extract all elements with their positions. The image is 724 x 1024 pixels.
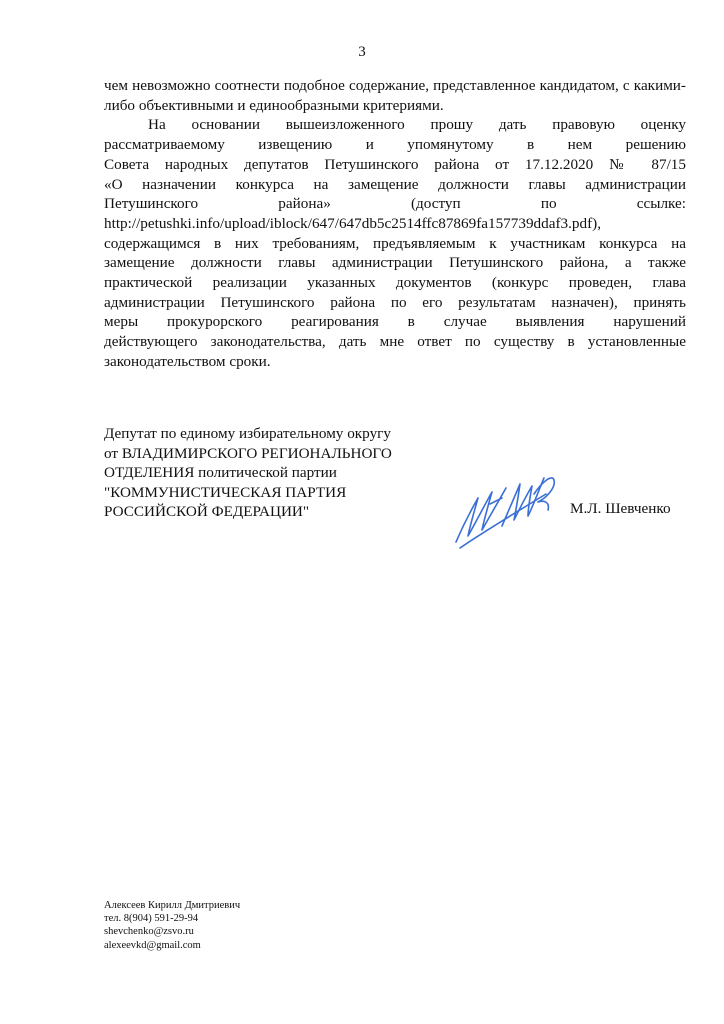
signatory-title-line-3: ОТДЕЛЕНИЯ политической партии: [104, 464, 337, 481]
signatory-title-line-4: "КОММУНИСТИЧЕСКАЯ ПАРТИЯ: [104, 483, 347, 501]
signatory-title-line-5: РОССИЙСКОЙ ФЕДЕРАЦИИ": [104, 503, 310, 520]
contact-block: [104, 899, 240, 952]
paragraph-2-line-9: практической реализации указанных документов (конкурс проведен, глава: [104, 274, 686, 292]
signatory-name: М.Л. Шевченко: [570, 500, 671, 517]
paragraph-2-line-10: администрации Петушинского района по его результатам назначен), принять: [104, 293, 686, 311]
paragraph-2-line-2: рассматриваемому извещению и упомянутому в нем решению: [104, 136, 686, 154]
contact-email-1: shevchenko@zsvo.ru: [104, 926, 194, 938]
paragraph-2-line-13: законодательством сроки.: [104, 352, 271, 370]
page-number: 3: [358, 44, 366, 60]
handwritten-signature-icon: [450, 464, 560, 550]
paragraph-2-line-8: замещение должности главы администрации Петушинского района, а также: [104, 254, 686, 272]
contact-name: Алексеев Кирилл Дмитриевич: [104, 900, 241, 911]
paragraph-2-line-6-link: http://petushki.info/upload/iblock/647/647db5c2514ffc87869fa157739ddaf3.pdf),: [104, 214, 602, 232]
paragraph-2-line-7: содержащимся в них требованиям, предъявляемым к участникам конкурса на: [104, 234, 686, 252]
contact-phone: тел. 8(904) 591-29-94: [104, 913, 199, 925]
signatory-title-block: [104, 424, 444, 522]
paragraph-2-line-12: действующего законодательства, дать мне ответ по существу в установленные: [104, 333, 686, 351]
paragraph-2-line-11: меры прокурорского реагирования в случае выявления нарушений: [104, 313, 686, 331]
contact-email-2: alexeevkd@gmail.com: [104, 939, 201, 951]
signatory-title-line-2: от ВЛАДИМИРСКОГО РЕГИОНАЛЬНОГО: [104, 444, 392, 462]
paragraph-2-line-3: Совета народных депутатов Петушинского района от 17.12.2020 № 87/15: [104, 155, 686, 173]
paragraph-1: чем невозможно соотнести подобное содержание, представленное кандидатом, с какими-либо объективными и единообразными критериями.: [104, 77, 686, 114]
signatory-title-line-1: Депутат по единому избирательному округу: [104, 425, 391, 442]
paragraph-2-line-4: «О назначении конкурса на замещение должности главы администрации: [104, 175, 686, 193]
paragraph-2-line-5: Петушинского района» (доступ по ссылке:: [104, 195, 686, 213]
letter-body: [104, 76, 686, 372]
paragraph-2-line-1: На основании вышеизложенного прошу дать правовую оценку: [148, 116, 686, 134]
